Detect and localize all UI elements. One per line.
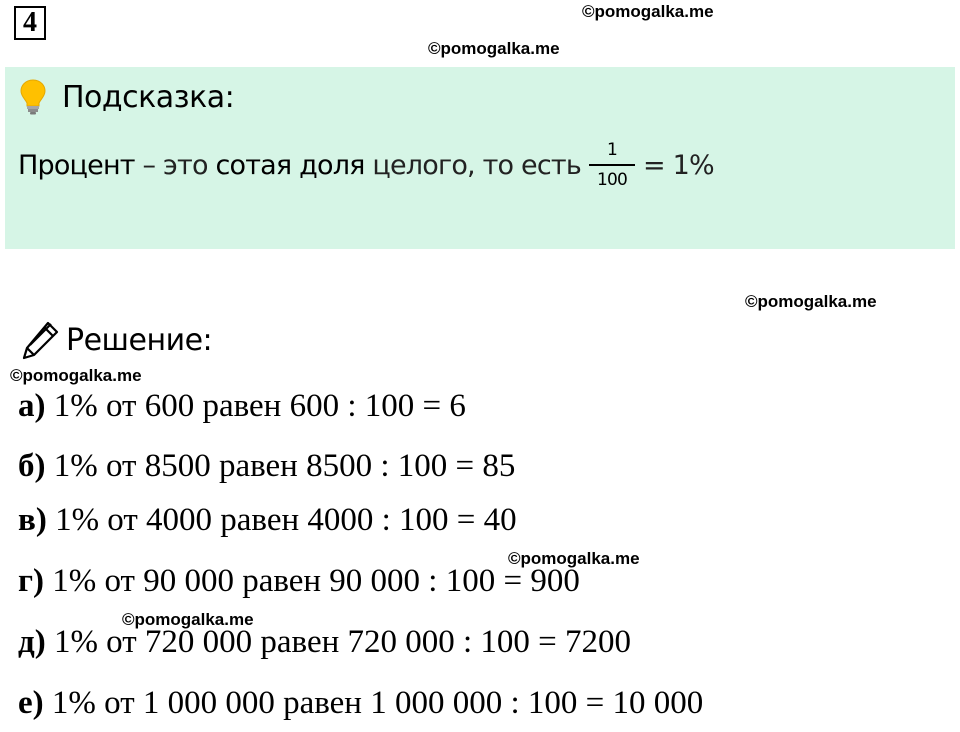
item-text: 1% от 1 000 000 равен 1 000 000 : 100 = 10 000 — [43, 685, 704, 721]
watermark: ©pomogalka.me — [428, 39, 560, 58]
solution-line — [18, 624, 631, 661]
fraction-numerator: 1 — [606, 140, 617, 160]
solution-heading — [18, 318, 212, 362]
item-text: 1% от 90 000 равен 90 000 : 100 = 900 — [43, 563, 580, 599]
item-letter: б) — [18, 448, 46, 484]
item-letter: г) — [18, 563, 44, 599]
item-letter: а) — [18, 388, 46, 424]
hint-emphasis: сотая доля — [215, 149, 365, 181]
solution-line — [18, 388, 466, 425]
fraction-bar — [589, 164, 635, 166]
hint-result: = 1% — [642, 149, 714, 181]
watermark: ©pomogalka.me — [582, 2, 714, 21]
lightbulb-icon — [18, 78, 48, 116]
solution-title: Решение: — [66, 322, 213, 358]
item-letter: е) — [18, 685, 44, 721]
hint-dash: – это — [134, 149, 216, 181]
solution-line — [18, 563, 580, 600]
watermark: ©pomogalka.me — [745, 292, 877, 311]
hint-definition — [18, 140, 714, 190]
watermark: ©pomogalka.me — [122, 610, 254, 629]
hint-heading — [18, 78, 234, 116]
solution-line — [18, 448, 515, 485]
hint-rest: целого, то есть — [364, 149, 581, 181]
fraction — [589, 140, 635, 190]
item-text: 1% от 720 000 равен 720 000 : 100 = 7200 — [45, 624, 632, 660]
item-letter: в) — [18, 502, 47, 538]
task-number: 4 — [14, 6, 46, 40]
pencil-icon — [18, 318, 62, 362]
hint-term: Процент — [18, 149, 135, 181]
watermark: ©pomogalka.me — [508, 549, 640, 568]
item-text: 1% от 4000 равен 4000 : 100 = 40 — [46, 502, 517, 538]
item-text: 1% от 600 равен 600 : 100 = 6 — [45, 388, 466, 424]
item-text: 1% от 8500 равен 8500 : 100 = 85 — [45, 448, 516, 484]
item-letter: д) — [18, 624, 46, 660]
fraction-denominator: 100 — [596, 170, 627, 190]
solution-line — [18, 502, 517, 539]
hint-title: Подсказка: — [62, 79, 235, 115]
watermark: ©pomogalka.me — [10, 366, 142, 385]
solution-line — [18, 685, 703, 722]
